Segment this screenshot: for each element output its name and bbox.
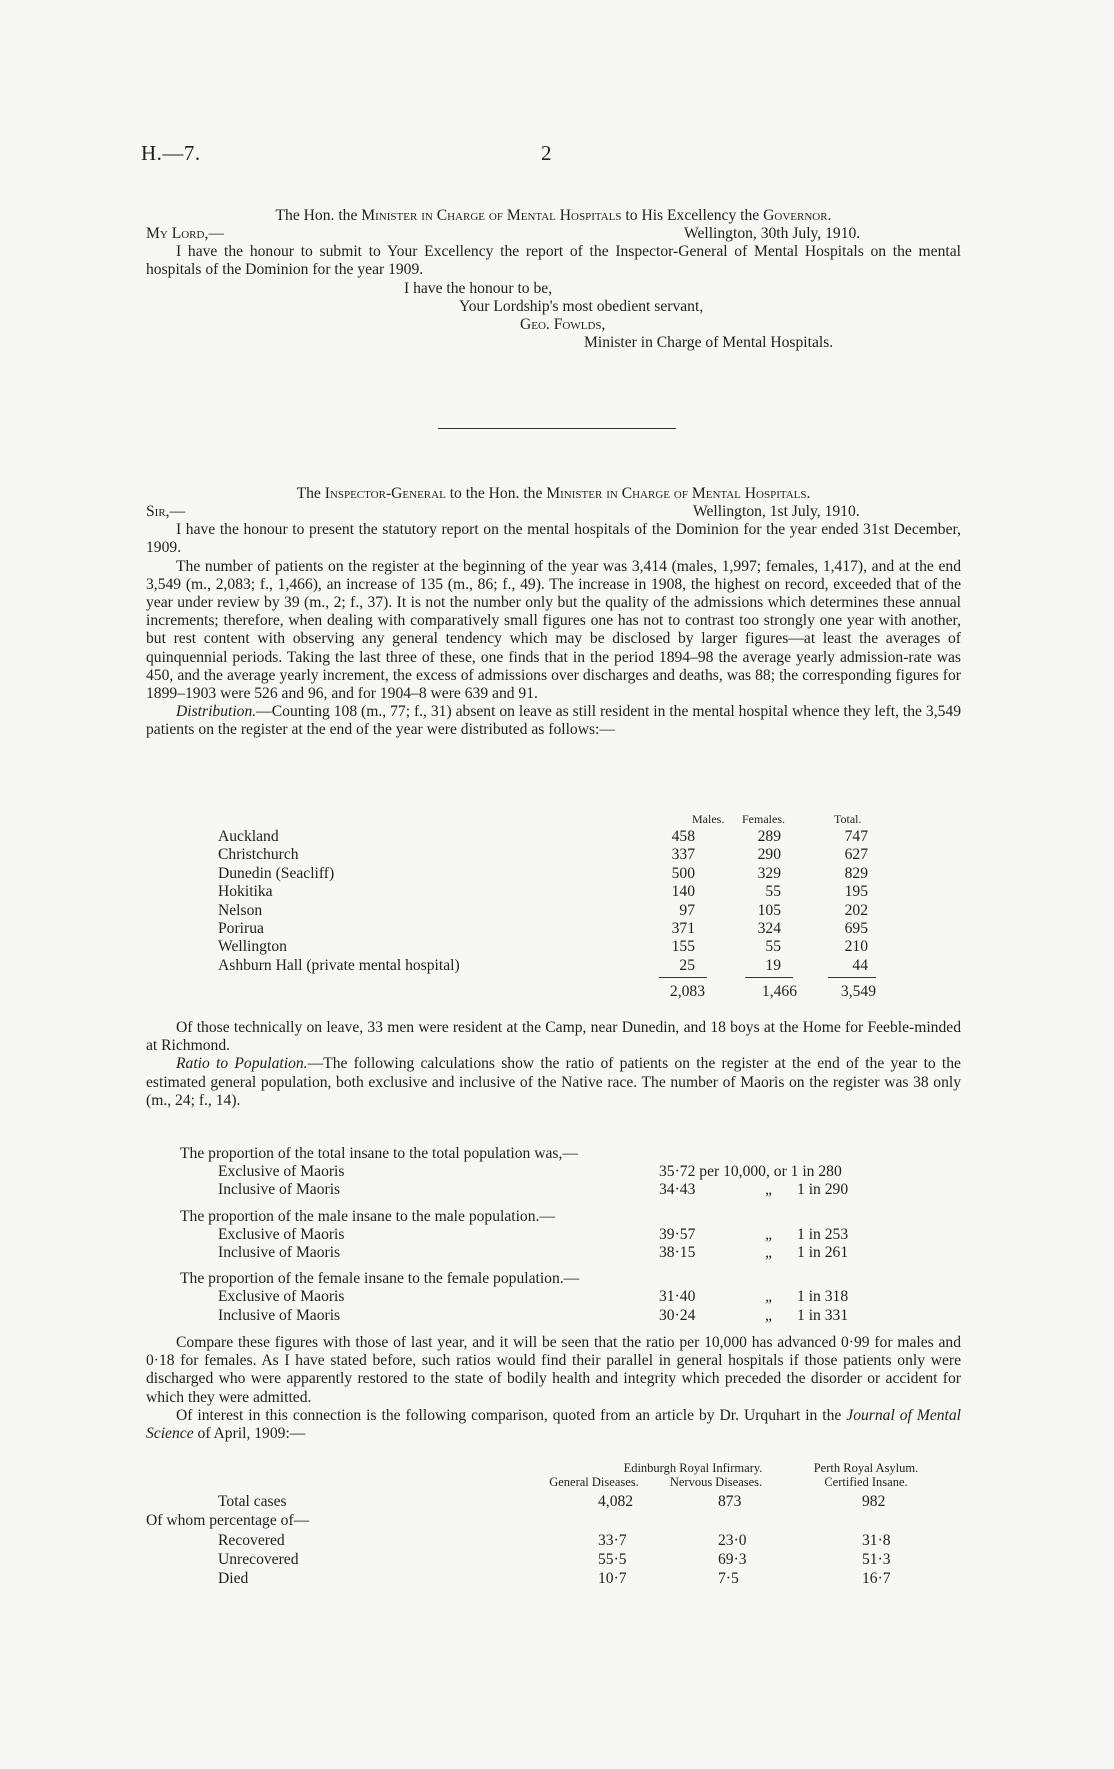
outcome-label: Died bbox=[218, 1570, 249, 1587]
ratio-label: Inclusive of Maoris bbox=[218, 1243, 341, 1261]
total-cases-value: 982 bbox=[862, 1493, 886, 1510]
ratio-intro bbox=[146, 1019, 961, 1110]
ratio-inverse: 1 in 290 bbox=[797, 1181, 849, 1199]
col-total: Total. bbox=[834, 812, 862, 826]
letter1-title: Minister in Charge of Mental Hospitals. bbox=[584, 334, 834, 352]
ratio-value: 31·40 bbox=[659, 1288, 696, 1306]
paragraph-compare: Compare these figures with those of last year, and it will be seen that the ratio per 10,000 has advanced 0·99 for males and 0·18 for females. As I have stated before, such ratios would find their parallel in general hospitals if those patients only were discharged who were apparently restored to the state of bodily health and integrity which preceded the disorder or accident for which they were admitted. bbox=[146, 1334, 961, 1406]
outcome-label: Unrecovered bbox=[218, 1551, 299, 1568]
total-value: 210 bbox=[844, 938, 868, 956]
inspector-letter bbox=[146, 485, 961, 740]
males-value: 155 bbox=[671, 938, 695, 956]
total-cases-value: 873 bbox=[718, 1493, 742, 1510]
ditto-mark: „ bbox=[765, 1288, 774, 1306]
comparison-row bbox=[146, 1570, 966, 1588]
letter1-salutation: My Lord,— bbox=[146, 225, 224, 243]
ratio-row bbox=[180, 1288, 849, 1306]
outcome-value: 33·7 bbox=[598, 1532, 627, 1549]
paragraph-distribution: Distribution.—Counting 108 (m., 77; f., 31) absent on leave as still resident in the mental hospital whence they left, the 3,549 patients on the register at the end of the year were distributed as follows:— bbox=[146, 703, 961, 739]
females-value: 19 bbox=[765, 956, 781, 974]
col-males: Males. bbox=[692, 812, 725, 826]
comparison-pct-heading bbox=[146, 1512, 966, 1530]
outcome-value: 51·3 bbox=[862, 1551, 891, 1568]
total-cases-label: Total cases bbox=[218, 1493, 287, 1510]
col-nervous-diseases: Nervous Diseases. bbox=[669, 1475, 763, 1489]
ditto-mark: „ bbox=[765, 1306, 774, 1324]
ratio-value: 35·72 per 10,000, or 1 in 280 bbox=[659, 1163, 842, 1181]
total-value: 829 bbox=[844, 864, 868, 882]
ratio-group-heading: The proportion of the total insane to the total population was,— bbox=[180, 1145, 578, 1162]
ratio-value: 34·43 bbox=[659, 1181, 696, 1199]
females-value: 324 bbox=[757, 919, 781, 937]
hospital-name: Nelson bbox=[218, 901, 263, 919]
ratio-inverse: 1 in 261 bbox=[797, 1243, 849, 1261]
outcome-value: 55·5 bbox=[598, 1551, 627, 1568]
males-value: 500 bbox=[671, 864, 695, 882]
hospital-name: Hokitika bbox=[218, 883, 273, 901]
paragraph-intro: I have the honour to present the statutory report on the mental hospitals of the Dominion for the year ended 31st December, 1909. bbox=[146, 521, 961, 557]
col-edinburgh-group: Edinburgh Royal Infirmary. bbox=[623, 1461, 763, 1475]
ratio-label: Inclusive of Maoris bbox=[218, 1181, 341, 1199]
page-number: 2 bbox=[541, 141, 552, 165]
females-value: 105 bbox=[757, 901, 781, 919]
outcome-value: 7·5 bbox=[718, 1570, 739, 1587]
ratio-label: Exclusive of Maoris bbox=[218, 1225, 345, 1243]
ratio-row bbox=[180, 1243, 849, 1262]
males-value: 337 bbox=[671, 846, 695, 864]
ratio-row bbox=[180, 1181, 849, 1199]
ratio-label: Inclusive of Maoris bbox=[218, 1306, 341, 1324]
females-value: 55 bbox=[765, 938, 781, 956]
total-value: 202 bbox=[844, 901, 868, 919]
comparison-total-row bbox=[146, 1493, 966, 1511]
ratio-label: Exclusive of Maoris bbox=[218, 1163, 345, 1181]
total-cases-value: 4,082 bbox=[598, 1493, 634, 1510]
col-certified-insane: Certified Insane. bbox=[824, 1475, 908, 1489]
ratio-inverse: 1 in 318 bbox=[797, 1288, 849, 1306]
ratio-label: Exclusive of Maoris bbox=[218, 1288, 345, 1306]
section-divider bbox=[438, 428, 676, 429]
females-value: 289 bbox=[757, 828, 781, 845]
letter1-heading: The Hon. the Minister in Charge of Mental Hospitals to His Excellency the Governor. bbox=[275, 207, 832, 224]
total-value: 627 bbox=[844, 846, 868, 864]
males-value: 97 bbox=[679, 901, 695, 919]
ditto-mark: „ bbox=[765, 1181, 774, 1199]
ditto-mark: „ bbox=[765, 1225, 774, 1243]
hospital-name: Porirua bbox=[218, 919, 264, 937]
col-general-diseases: General Diseases. bbox=[549, 1475, 639, 1489]
letter1-close1: I have the honour to be, bbox=[404, 279, 553, 297]
total-value: 747 bbox=[844, 828, 868, 845]
outcome-value: 23·0 bbox=[718, 1532, 747, 1549]
outcome-value: 10·7 bbox=[598, 1570, 627, 1587]
paragraph-on-leave: Of those technically on leave, 33 men were resident at the Camp, near Dunedin, and 18 boys at the Home for Feeble-minded at Richmond. bbox=[146, 1019, 961, 1055]
ratio-group-heading: The proportion of the female insane to the female population.— bbox=[180, 1270, 580, 1288]
males-value: 140 bbox=[671, 883, 695, 901]
females-value: 329 bbox=[757, 864, 781, 882]
letter1-close2: Your Lordship's most obedient servant, bbox=[459, 297, 704, 315]
hospital-name: Christchurch bbox=[218, 846, 299, 864]
percentage-label: Of whom percentage of— bbox=[146, 1512, 310, 1529]
ratio-block bbox=[180, 1145, 849, 1325]
paragraph-register: The number of patients on the register at the beginning of the year was 3,414 (males, 1,997; females, 1,417), and at the end 3,549 (m., 2,083; f., 1,466), an increase of 135 (m., 86; f., 49). The increase in 1908, the highest on record, exceeded that of the year under review by 39 (m., 2; f., 37). It is not the number only but the quality of the admissions which determines these annual increments; therefore, when dealing with comparatively small figures one has not to contrast too strongly one year with another, but rest content with observing any general tendency which may be disclosed by larger figures—at least the averages of quinquennial periods. Taking the last three of these, one finds that in the period 1894–98 the average yearly admission-rate was 450, and the average yearly increment, the excess of admissions over discharges and deaths, was 88; the corresponding figures for 1899–1903 were 526 and 96, and for 1904–8 were 639 and 91. bbox=[146, 557, 961, 703]
ratio-row bbox=[180, 1306, 849, 1325]
letter2-place-date: Wellington, 1st July, 1910. bbox=[693, 503, 860, 521]
total-value: 695 bbox=[844, 919, 868, 937]
total-value: 44 bbox=[852, 956, 868, 974]
col-perth-asylum: Perth Royal Asylum. bbox=[813, 1461, 919, 1475]
ratio-row bbox=[180, 1163, 842, 1181]
comparison-row bbox=[146, 1551, 966, 1569]
paragraph-interest: Of interest in this connection is the following comparison, quoted from an article by Dr. Urquhart in the Journal of Mental Science of April, 1909:— bbox=[146, 1406, 961, 1443]
report-page: H.—7. 2 The Hon. the Minister in Charge of Mental Hospitals to His Excellency the Governor. My Lord,— Wellington, 30th July, 1910. I have the honour to submit to Your Excellency the report of the Inspector-General of Mental Hospitals on the mental hospitals of the Dominion for the year 1909. I have the honour to be, Your Lordship's most obedient servant, Geo. Fowlds, Minister in Charge of Mental Hospitals. The Inspector-General to the Hon. the Minister in Charge of Mental Hospitals. Sir,— Wellington, 1st July, 1910. I have the honour to present the statutory report on the mental hospitals of the Dominion for the year ended 31st December, 1909. The number of patients on the register at the beginning of the year was 3,414 (males, 1,997; females, 1,417), and at the end 3,549 (m., 2,083; f., 1,466), an increase of 135 (m., 86; f., 49). The increase in 1908, the highest on record, exceeded that of the year under review by 39 (m., 2; f., 37). It is not the number only but the quality of the admissions which determines these annual increments; therefore, when dealing with comparatively small figures one has not to contrast too strongly one year with another, but rest content with observing any general tendency which may be disclosed by larger figures—at least the averages of quinquennial periods. Taking the last three of these, one finds that in the period 1894–98 the average yearly admission-rate was 450, and the average yearly increment, the excess of admissions over discharges and deaths, was 88; the corresponding figures for 1899–1903 were 526 and 96, and for 1904–8 were 639 and 91. Distribution.—Counting 108 (m., 77; f., 31) absent on leave as still resident in the mental hospital whence they left, the 3,549 patients on the register at the end of the year were distributed as follows:— Males. Females. Total. Auckland 458 289 747 Christchurch 337 290 627 Dunedin (Seacliff) 500 329 829 Hokitika 140 55 195 Nelson 97 105 202 Porirua 371 324 695 Wellington 155 55 210 Ashburn Hall (private mental hospital) 25 19 44 2,083 1,466 3,549 Of those technically on leave, 33 men were resident at the Camp, near Dunedin, and 18 boys at the Home for Feeble-minded at Richmond. Ratio to Population.—The following calculations show the ratio of patients on the register at the end of the year to the estimated general population, both exclusive and inclusive of the Native race. The number of Maoris on the register was 38 only (m., 24; f., 14). The proportion of the total insane to the total population was,— Exclusive of Maoris 35·72 per 10,000, or 1 in 280 Inclusive of Maoris 34·43 „ 1 in 290 The proportion of the male insane to the male population.— Exclusive of Maoris 39·57 „ 1 in 253 Inclusive of Maoris 38·15 „ 1 in 261 The proportion of the female insane to the female population.— Exclusive of Maoris 31·40 „ 1 in 318 Inclusive of Maoris 30·24 „ 1 in 331 Compare these figures with those of last year, and it will be seen that the ratio per 10,000 has advanced 0·99 for males and 0·18 for females. As I have stated before, such ratios would find their parallel in general hospitals if those patients only were discharged who were apparently restored to the state of bodily health and integrity which preceded the disorder or accident for which they were admitted. Of interest in this connection is the following comparison, quoted from an article by Dr. Urquhart in the Journal of Mental Science of April, 1909:— Edinburgh Royal Infirmary. General Diseases. Nervous Diseases. Perth Royal Asylum. Certified Insane. Total cases 4,082 873 982 Of whom percentage of— Recovered 33·7 23·0 31·8 Unrecovered 55·5 69·3 51·3 Died 10·7 7·5 16·7 bbox=[0, 0, 1114, 1769]
males-value: 458 bbox=[671, 828, 695, 845]
ratio-value: 39·57 bbox=[659, 1225, 696, 1243]
females-value: 290 bbox=[757, 846, 781, 864]
ratio-inverse: 1 in 253 bbox=[797, 1225, 849, 1243]
compare-section bbox=[146, 1334, 961, 1443]
females-value: 55 bbox=[765, 883, 781, 901]
hospital-name: Auckland bbox=[218, 828, 279, 845]
letter1-body: I have the honour to submit to Your Excellency the report of the Inspector-General of Mental Hospitals on the mental hospitals of the Dominion for the year 1909. bbox=[146, 243, 961, 279]
outcome-value: 16·7 bbox=[862, 1570, 891, 1587]
hospital-name: Dunedin (Seacliff) bbox=[218, 864, 335, 882]
hospital-name: Ashburn Hall (private mental hospital) bbox=[218, 956, 460, 974]
ratio-row bbox=[180, 1225, 849, 1244]
letter2-salutation: Sir,— bbox=[146, 503, 186, 521]
minister-letter bbox=[146, 207, 961, 352]
letter2-heading: The Inspector-General to the Hon. the Minister in Charge of Mental Hospitals. bbox=[296, 485, 811, 502]
males-value: 25 bbox=[679, 956, 695, 974]
ratio-group-heading: The proportion of the male insane to the male population.— bbox=[180, 1207, 556, 1225]
col-females: Females. bbox=[742, 812, 785, 826]
males-value: 371 bbox=[671, 919, 695, 937]
letter1-signature: Geo. Fowlds, bbox=[520, 316, 606, 334]
letter1-place-date: Wellington, 30th July, 1910. bbox=[684, 225, 861, 243]
ratio-inverse: 1 in 331 bbox=[797, 1306, 849, 1324]
document-reference: H.—7. bbox=[141, 141, 201, 165]
ratio-value: 38·15 bbox=[659, 1243, 696, 1261]
outcome-value: 69·3 bbox=[718, 1551, 747, 1568]
hospital-name: Wellington bbox=[218, 938, 287, 956]
paragraph-ratio: Ratio to Population.—The following calculations show the ratio of patients on the register at the end of the year to the estimated general population, both exclusive and inclusive of the Native race. The number of Maoris on the register was 38 only (m., 24; f., 14). bbox=[146, 1055, 961, 1109]
total-value: 195 bbox=[844, 883, 868, 901]
outcome-label: Recovered bbox=[218, 1532, 285, 1549]
comparison-row bbox=[146, 1532, 966, 1550]
outcome-value: 31·8 bbox=[862, 1532, 891, 1549]
ditto-mark: „ bbox=[765, 1243, 774, 1261]
ratio-value: 30·24 bbox=[659, 1306, 696, 1324]
